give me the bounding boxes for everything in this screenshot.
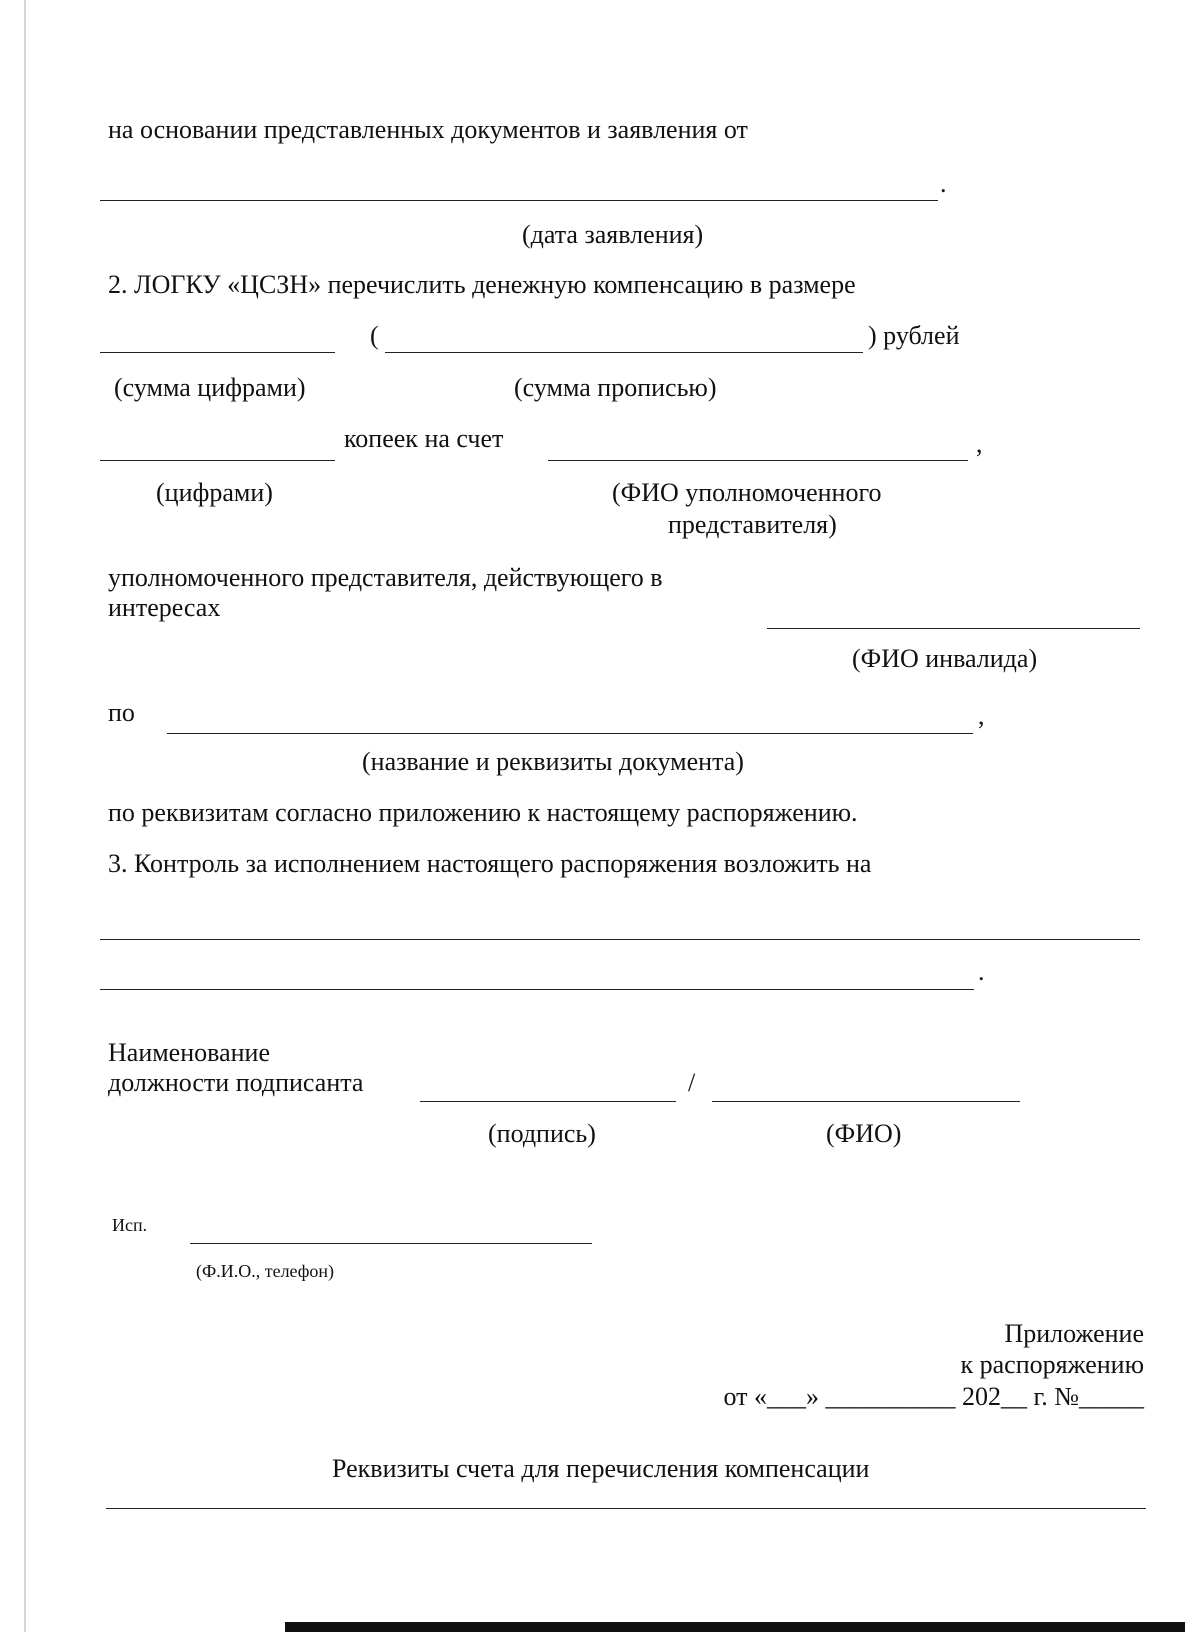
control-line-1: [100, 939, 1140, 940]
date-period: .: [940, 169, 947, 198]
control-line-2: [100, 989, 974, 990]
document-line: [167, 733, 973, 734]
signature-caption: (подпись): [488, 1119, 596, 1148]
basis-text: на основании представленных документов и заявления от: [108, 115, 748, 144]
fio-line: [712, 1101, 1020, 1102]
document-caption: (название и реквизиты документа): [362, 747, 744, 776]
kopecks-line: [100, 460, 335, 461]
rubles-text: ) рублей: [868, 321, 960, 350]
executor-caption: (Ф.И.О., телефон): [196, 1261, 335, 1281]
rep-text-line-2: интересах: [108, 593, 221, 622]
date-field-line: [100, 200, 938, 201]
appendix-subtitle: к распоряжению: [960, 1350, 1144, 1379]
account-line: [106, 1508, 1146, 1509]
position-line-2: должности подписанта: [108, 1068, 364, 1097]
po-text: по: [108, 698, 135, 727]
signature-line: [420, 1101, 676, 1102]
sum-digits-caption: (сумма цифрами): [114, 373, 306, 402]
appendix-date-number: от «___» __________ 202__ г. №_____: [723, 1382, 1144, 1411]
item-2-text: 2. ЛОГКУ «ЦСЗН» перечислить денежную компенсацию в размере: [108, 270, 856, 299]
item-3-text: 3. Контроль за исполнением настоящего распоряжения возложить на: [108, 849, 872, 878]
account-title: Реквизиты счета для перечисления компенсации: [332, 1454, 870, 1483]
comma-1: ,: [976, 429, 983, 458]
rep-caption-line-1: (ФИО уполномоченного: [612, 478, 882, 507]
rep-text-line-1: уполномоченного представителя, действующего в: [108, 563, 663, 592]
scan-edge: [24, 0, 26, 1632]
sum-words-caption: (сумма прописью): [514, 373, 717, 402]
sum-digits-line: [100, 352, 335, 353]
invalid-fio-line: [767, 628, 1140, 629]
fio-caption: (ФИО): [826, 1119, 902, 1148]
digits-caption: (цифрами): [156, 478, 273, 507]
executor-line: [190, 1243, 592, 1244]
sum-words-line: [385, 352, 863, 353]
invalid-caption: (ФИО инвалида): [852, 644, 1038, 673]
scan-bottom-edge: [285, 1622, 1185, 1632]
appendix-title: Приложение: [1004, 1319, 1144, 1348]
date-caption: (дата заявления): [522, 220, 704, 249]
executor-label: Исп.: [112, 1215, 148, 1235]
kopecks-text: копеек на счет: [344, 424, 504, 453]
slash: /: [688, 1068, 696, 1097]
comma-2: ,: [978, 701, 985, 730]
control-period: .: [978, 957, 985, 986]
account-holder-line: [548, 460, 968, 461]
rep-caption-line-2: представителя): [668, 510, 837, 539]
paren-open: (: [370, 321, 379, 350]
position-line-1: Наименование: [108, 1038, 270, 1067]
requisites-text: по реквизитам согласно приложению к настоящему распоряжению.: [108, 798, 858, 827]
